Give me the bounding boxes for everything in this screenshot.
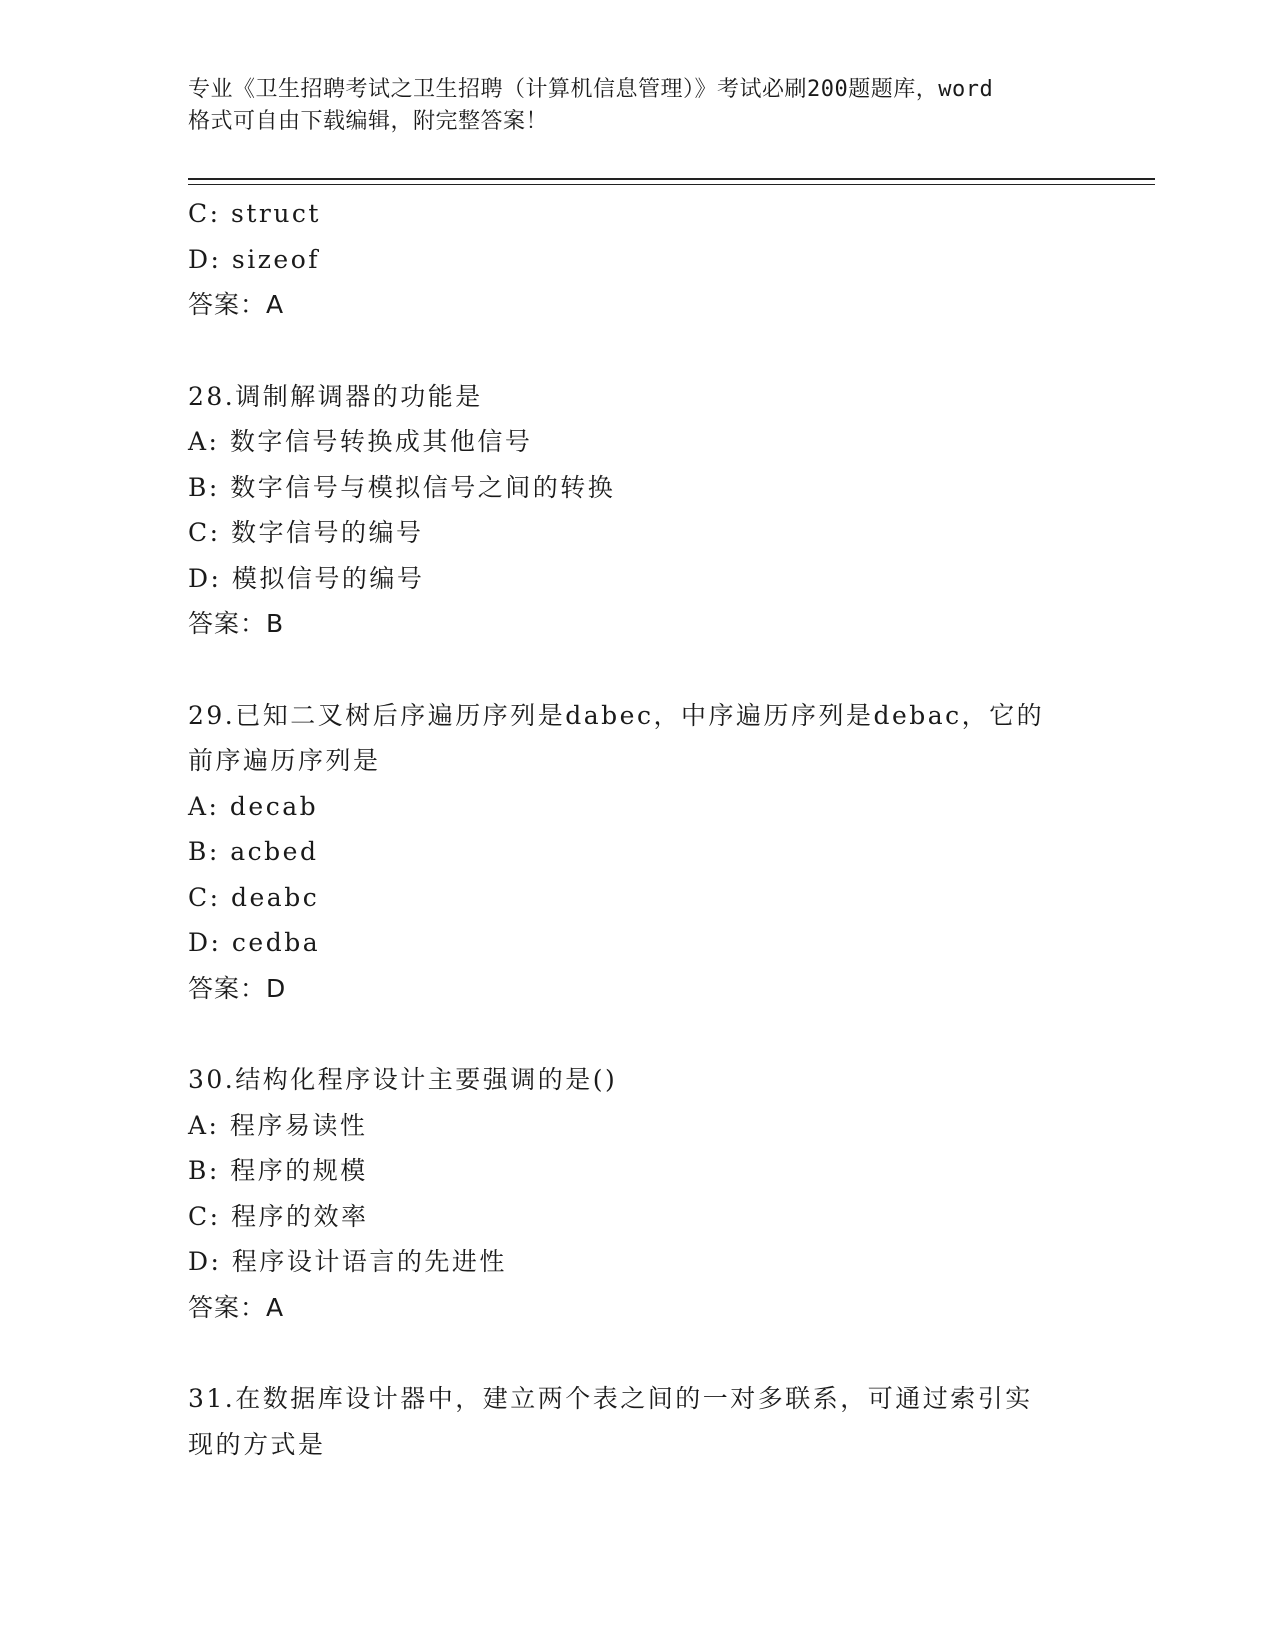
page-header xyxy=(188,74,1088,138)
question-block xyxy=(188,1376,1088,1467)
option-c: C: 程序的效率 xyxy=(188,1201,369,1231)
option-c: C: deabc xyxy=(188,882,320,912)
question-text-continued: 现的方式是 xyxy=(188,1429,326,1459)
spacer xyxy=(188,647,1088,693)
question-block xyxy=(188,693,1088,1012)
option-b: B: acbed xyxy=(188,837,319,866)
option-a: A: 程序易读性 xyxy=(188,1110,368,1140)
header-title-line-2: 格式可自由下载编辑，附完整答案！ xyxy=(188,109,549,134)
header-title-line-1: 专业《卫生招聘考试之卫生招聘（计算机信息管理）》考试必刷200题题库，word xyxy=(188,77,994,102)
question-block xyxy=(188,1057,1088,1330)
question-block xyxy=(188,191,1088,328)
option-c: C: struct xyxy=(188,199,321,228)
option-b: B: 数字信号与模拟信号之间的转换 xyxy=(188,472,616,502)
option-d: D: cedba xyxy=(188,928,321,957)
option-d: D: 模拟信号的编号 xyxy=(188,563,425,593)
option-a: A: decab xyxy=(188,791,319,821)
question-text: 30.结构化程序设计主要强调的是() xyxy=(188,1065,618,1094)
question-block xyxy=(188,374,1088,647)
question-text: 31.在数据库设计器中，建立两个表之间的一对多联系，可通过索引实 xyxy=(188,1384,1033,1413)
question-text: 29.已知二叉树后序遍历序列是dabec，中序遍历序列是debac，它的 xyxy=(188,700,1045,730)
question-text: 28.调制解调器的功能是 xyxy=(188,381,483,411)
answer-label: 答案：B xyxy=(188,609,285,638)
question-text-continued: 前序遍历序列是 xyxy=(188,746,381,775)
option-a: A: 数字信号转换成其他信号 xyxy=(188,427,533,456)
spacer xyxy=(188,1330,1088,1376)
option-b: B: 程序的规模 xyxy=(188,1156,368,1185)
answer-label: 答案：A xyxy=(188,1292,285,1322)
header-divider-thick xyxy=(188,178,1155,180)
spacer xyxy=(188,328,1088,374)
answer-label: 答案：D xyxy=(188,973,287,1003)
question-list xyxy=(188,191,1088,1467)
option-d: D: 程序设计语言的先进性 xyxy=(188,1247,507,1276)
option-c: C: 数字信号的编号 xyxy=(188,518,424,547)
spacer xyxy=(188,1011,1088,1057)
header-divider-thin xyxy=(188,184,1155,185)
answer-label: 答案：A xyxy=(188,290,285,319)
option-d: D: sizeof xyxy=(188,244,321,274)
